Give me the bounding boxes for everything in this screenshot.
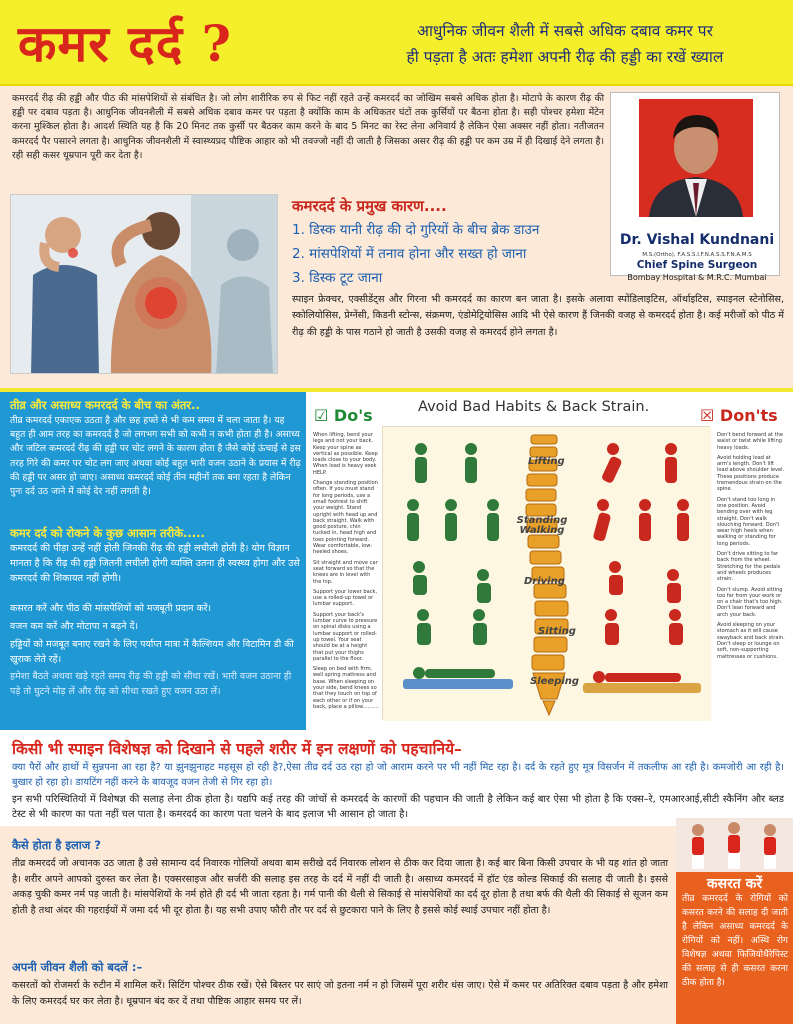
doctor-hospital: Bombay Hospital & M.R.C. Mumbai (627, 273, 767, 282)
causes-paragraph: स्पाइन फ्रेक्चर, एक्सीडेंट्स और गिरना भी कमरदर्द का कारण बन जाता है। इसके अलावा स्पोंडिलाइटिस, ऑर्थाइटिस, स्पाइनल स्टेनोसिस, स्कोलियोसिस, प्रेग्नेंसी, किडनी स्टोन्स, संक्रमण, एंडोमेट्रियोसिस आदि भी ऐसे कारण हैं जिनकी वजह से कमरदर्द होता है। कई मरीजों को पीठ में रीढ़ की हड्डी के पास गठाने हो जाती है उसकी वजह से कमरदर्द होने लगता है। (292, 294, 784, 338)
label-driving: Driving (524, 576, 565, 587)
causes-heading: कमरदर्द के प्रमुख कारण.... (292, 197, 447, 215)
donts-text-column (717, 432, 785, 660)
symptoms-highlight: क्या पैरों और हाथों में सुन्नपना आ रहा है? या झुनझुनाहट महसूस हो रही है?,ऐसा तीव्र दर्द उठ रहा हो जो आराम करने पर भी नहीं मिट रहा है। दर्द के रहते हुए मूत्र विसर्जन में तकलीफ आ रही है। कमजोरी आ रही है। बुखार हो रहा हो। डायटिंग नहीं करने के बावजूद वजन तेजी से गिर रहा हो। (12, 762, 784, 788)
dont-driving: Don't drive sitting to far back from the wheel. Stretching for the pedals and wheels produces strain. (717, 551, 781, 583)
lifestyle-heading: अपनी जीवन शैली को बदलें :– (12, 960, 143, 974)
do-standing: Change standing position often. If you must stand for long periods, use a small footrest to shift your weight. Stand upright with head up and back straight. Walk with good posture, chin tucked in, head high and toes pointing forward. Wear comfortable, low-heeled shoes. (313, 480, 379, 556)
do-sleeping: Sleep on bed with firm, well spring mattress and base. When sleeping on your side, bend knees so that they touch on top of each other or if on your back, place a pillow.......... (313, 666, 379, 710)
symptoms-heading: किसी भी स्पाइन विशेषज्ञ को दिखाने से पहले शरीर में इन लक्षणों को पहचानिये– (12, 740, 462, 758)
page-title: कमर दर्द ? (18, 14, 232, 73)
tip-2: वजन कम करें और मोटापा न बढ़ने दें। (10, 621, 139, 632)
do-sitting: Support your back's lumbar curve to pressure on spinal disks using a lumbar support or rolled-up towel. Your seat should be at a height that put your thighs parallel to the floor. (313, 611, 378, 662)
prevention-text: कमरदर्द की पीड़ा उन्हें नहीं होती जिनकी रीढ़ की हड्डी लचीली होती है। योग विज्ञान मानता है कि रीढ़ की हड्डी जितनी लचीली होगी व्यक्ति उतना ही स्वस्थ्य होगा और उसे कमरदर्द की शिकायत नहीं होगी। (10, 543, 300, 584)
dont-lifting: Don't bend forward at the waist or twist while lifting heavy loads. (717, 432, 783, 451)
dont-standing: Don't stand too long in one position. Avoid bending over with leg straight. Don't walk slouching forward. Don't wear high heels when walking or standing for long periods. (717, 496, 780, 547)
subtitle-line-2: ही पड़ता है अतः हमेशा अपनी रीढ़ की हड्डी का रखें ख्याल (406, 48, 724, 66)
dont-sleeping: Avoid sleeping on your stomach as it will cause swayback and back strain. Don't sleep or lounge on soft, non-supporting mattresses or cushions. (717, 622, 785, 660)
dont-holding: Avoid holding load at arm's length. Don't lift load above shoulder level. These positions produce tremendous strain on the spine. (717, 454, 785, 493)
treatment-text: तीव्र कमरदर्द जो अचानक उठ जाता है उसे सामान्य दर्द निवारक गोलियों अथवा बाम सरीखे दर्द निवारक लोशन से ठीक कर दिया जाता है। कई बार बिना किसी उपचार के भी यह शांत हो जाता है। शरीर अपने आपको दुरुस्त कर लेता है। एक्सरसाइज और सर्जरी की सलाह इस तरह के दर्द में नहीं दी जाती है। असाध्य कमरदर्द में हॉट एंड कोल्ड सिकाई की सलाह दी जाती है। इससे अकड़ चुकी कमर नर्म पड़ जाती है। मांसपेशियों के नर्म होते ही दर्द भी जाता रहता है। गर्म पानी की थैली से सिकाई से मांसपेशियों का दर्द दूर होता है तथा बर्फ की थैली की सिकाई से सूजन कम होती है तथा अंदर की गहराईयों में जमा दर्द भी दूर होता है। यह सभी उपाए फौरी तौर पर दर्द से छुटकारा पाने के लिए है इससे कोई स्थाई उपचार नहीं होता है। (12, 858, 668, 916)
do-driving: Sit straight and move car seat forward so that the knees are in level with the hip. (313, 559, 378, 585)
acute-chronic-heading: तीव्र और असाध्य कमरदर्द के बीच का अंतर.. (10, 398, 200, 412)
label-sleeping: Sleeping (530, 676, 580, 687)
doctor-role: Chief Spine Surgeon (636, 259, 758, 271)
dos-text-column (313, 432, 379, 710)
label-lifting: Lifting (528, 456, 565, 467)
back-pain-illustration (10, 194, 278, 374)
exercise-heading: कसरत करें (706, 876, 763, 892)
lifestyle-text: कसरतों को रोजमर्रा के रुटीन में शामिल करें। सिटिंग पोश्चर ठीक रखें। ऐसे बिस्तर पर साएं जो इतना नर्म न हो जिसमें पूरा शरीर धंस जाए। ऐसे में कमर पर अतिरिक्त दबाव पड़ता है और हमेशा के लिए कमरदर्द घर कर लेता है। धूम्रपान बंद कर दें तथा पौष्टिक आहार समय पर लें। (12, 980, 668, 1007)
cause-item-1: 1. डिस्क यानी रीढ़ की दो गुरियों के बीच ब्रेक डाउन (292, 222, 540, 238)
dos-donts-title: Avoid Bad Habits & Back Strain. (418, 399, 650, 415)
cause-item-3: 3. डिस्क टूट जाना (292, 270, 383, 286)
do-lower-back: Support your lower back, use a rolled-up towel or lumbar support. (313, 588, 378, 608)
back-pain-people-icon (11, 195, 278, 374)
doctor-photo (639, 99, 753, 217)
doctor-qualifications: M.S.(Ortho), F.A.S.S.I.F.N.A.S.S.F.N.A.M.S (642, 252, 752, 258)
dos-label: ☑ Do's (314, 406, 373, 425)
cross-icon: ☒ (700, 406, 720, 425)
prevention-heading: कमर दर्द को रोकने के कुछ आसान तरीके..... (10, 526, 205, 540)
label-standing-walking: Standing Walking (516, 515, 568, 536)
doctor-name: Dr. Vishal Kundnani (619, 232, 775, 248)
tip-3: हड्डियों को मजबूत बनाए रखने के लिए पर्याप्त मात्रा में कैल्शियम और विटामिन डी की खुराक लेते रहें। (10, 639, 294, 665)
do-lifting: When lifting, bend your legs and not your back. Keep your spine as vertical as possible. Keep loads close to your body. When load is heavy seek HELP. (313, 432, 378, 476)
intro-paragraph: कमरदर्द रीढ़ की हड्डी और पीठ की मांसपेशियों से संबंधित है। जो लोग शारीरिक रुप से फिट नहीं रहते उन्हें कमरदर्द का जोखिम सबसे अधिक होता है। मोटापे के कारण रीढ़ की हड्डी पर दबाव पड़ता है। आधुनिक जीवनशैली में सबसे अधिक दबाव कमर पर पड़ता है क्योंकि काम के अधिकतर घंटों तक कुर्सियों पर बैठना होता है। सही पोश्चर हमेशा मेंटेन करना मुश्किल होता है। आदर्श स्थिति यह है कि 20 मिनट तक कुर्सी पर बैठकर काम करने के बाद 5 मिनट का रेस्ट लेना अनिवार्य है लेकिन ऐसा अक्सर नहीं होता। नतीजतन कमरदर्द पैर पसारने लगता है। आधुनिक जीवनशैली में स्वास्थ्यप्रद पौष्टिक आहार को भी तवज्जो नहीं दी जाती है जिसका असर रीढ़ की हड्डी पर कम उम्र में ही दिखाई देने लगता है। रही सही कसर धूम्रपान पूरी कर देता है। (12, 93, 604, 161)
doctor-portrait-icon (639, 99, 753, 217)
tip-1: कसरत करें और पीठ की मांसपेशियों को मजबूती प्रदान करें। (10, 603, 212, 614)
exercise-text: तीव्र कमरदर्द के रोगियों को कसरत करने की सलाह दी जाती है लेकिन असाध्य कमरदर्द के रोगियों को नहीं। अस्थि रोग विशेषज्ञ अथवा फिजियोथैरेपिस्ट की सलाह से ही कसरत करना ठीक होता है। (682, 894, 788, 988)
dont-sitting: Don't slump. Avoid sitting too far from your work or on a chair that's too high. Don't lean forward and arch your back. (717, 586, 783, 618)
subtitle-line-1: आधुनिक जीवन शैली में सबसे अधिक दबाव कमर पर (417, 22, 713, 40)
label-sitting: Sitting (538, 626, 576, 637)
donts-label: ☒ Don'ts (700, 406, 778, 425)
header-subtitle (345, 18, 785, 70)
exercise-people-icon (676, 818, 793, 872)
doctor-card (610, 92, 780, 276)
symptoms-text: इन सभी परिस्थितियों में विशेषज्ञ की सलाह लेना ठीक होता है। यद्यपि कई तरह की जांचों से कमरदर्द के कारणों की पहचान की जाती है लेकिन कई बार ऐसा भी होता है कि एक्स–रे, एमआरआई,सीटी स्कैनिंग और ब्लड टेस्ट से भी कारण का पता नहीं चल पाता है। कमरदर्द का कारण पता चलने के बाद इलाज भी आसान हो जाता है। (12, 794, 784, 820)
check-icon: ☑ (314, 406, 334, 425)
tip-4: हमेशा बैठते अथवा खड़े रहते समय रीढ़ की हड्डी को सीधा रखें। भारी वजन उठाना ही पड़े तो घुटने मोड़ लें और रीढ़ को सीधा रखते हुए वजन उठा लें। (10, 671, 292, 697)
treatment-heading: कैसे होता है इलाज ? (12, 838, 101, 852)
acute-chronic-text: तीव्र कमरदर्द एकाएक उठता है और छह हफ्ते से भी कम समय में चला जाता है। यह बहुत ही आम तरह का कमरदर्द है जो लगभग सभी को कभी न कभी होता ही है। असाध्य और जटिल कमरदर्द रीढ़ की हड्डी पर चोट लगने के कारण होता है जैसे कोई ऊंचाई से इस तरह गिरे की कमर पर चोट लग जाए अथवा कोई बहुत भारी वजन उठाने के प्रयास में रीढ़ की हड्डी पर असर हो जाए। असाध्य कमरदर्द कोई तीन महीनों तक बना रहता है लेकिन पुनः दर्द उठ जाने में कोई देर नहीं लगती है। (10, 415, 301, 498)
cause-item-2: 2. मांसपेशियों में तनाव होना और सख्त हो जाना (292, 246, 527, 262)
